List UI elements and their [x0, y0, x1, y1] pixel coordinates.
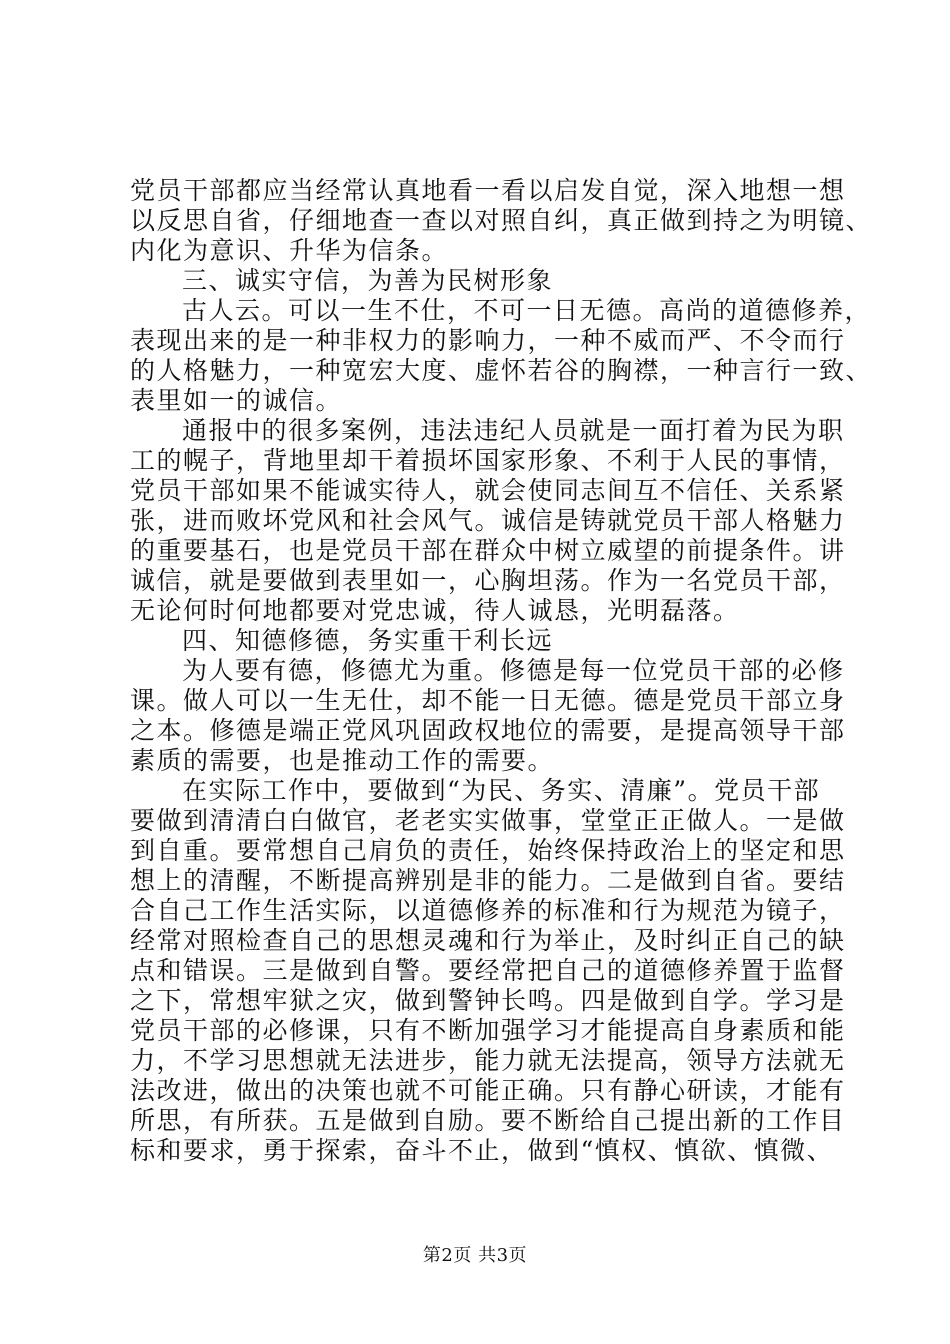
text-line: 课。做人可以一生无仕，却不能一日无德。德是党员干部立身 — [130, 686, 846, 715]
text-line: 要做到清清白白做官，老老实实做事，堂堂正正做人。一是做 — [130, 806, 846, 835]
text-line: 的人格魅力，一种宽宏大度、虚怀若谷的胸襟，一种言行一致、 — [130, 356, 873, 385]
text-line: 以反思自省，仔细地查一查以对照自纠，真正做到持之为明镜、 — [130, 206, 873, 235]
text-line: 所思，有所获。五是做到自励。要不断给自己提出新的工作目 — [130, 1106, 846, 1135]
text-line: 为人要有德，修德尤为重。修德是每一位党员干部的必修 — [182, 656, 845, 685]
text-line: 党员干部的必修课，只有不断加强学习才能提高自身素质和能 — [130, 1016, 846, 1045]
text-line: 党员干部如果不能诚实待人，就会使同志间互不信任、关系紧 — [130, 476, 846, 505]
text-line: 法改进，做出的决策也就不可能正确。只有静心研读，才能有 — [130, 1076, 846, 1105]
body-text — [130, 176, 873, 1166]
text-line: 表里如一的诚信。 — [130, 386, 343, 415]
text-line: 的重要基石，也是党员干部在群众中树立威望的前提条件。讲 — [130, 536, 846, 565]
text-line: 之下，常想牢狱之灾，做到警钟长鸣。四是做到自学。学习是 — [130, 986, 846, 1015]
text-line: 标和要求，勇于探索，奋斗不止，做到“慎权、慎欲、慎微、 — [130, 1136, 834, 1165]
text-line: 通报中的很多案例，违法违纪人员就是一面打着为民为职 — [182, 416, 845, 445]
page-footer: 第2页 共3页 — [422, 1245, 528, 1266]
text-line: 力，不学习思想就无法进步，能力就无法提高，领导方法就无 — [130, 1046, 846, 1075]
text-line: 四、知德修德，务实重干利长远 — [182, 626, 554, 655]
text-line: 到自重。要常想自己肩负的责任，始终保持政治上的坚定和思 — [130, 836, 846, 865]
text-line: 表现出来的是一种非权力的影响力，一种不威而严、不令而行 — [130, 326, 846, 355]
text-line: 经常对照检查自己的思想灵魂和行为举止，及时纠正自己的缺 — [130, 926, 846, 955]
text-line: 无论何时何地都要对党忠诚，待人诚恳，光明磊落。 — [130, 596, 740, 625]
text-line: 素质的需要，也是推动工作的需要。 — [130, 746, 555, 775]
text-line: 想上的清醒，不断提高辨别是非的能力。二是做到自省。要结 — [130, 866, 846, 895]
text-line: 党员干部都应当经常认真地看一看以启发自觉，深入地想一想 — [130, 176, 846, 205]
text-line: 点和错误。三是做到自警。要经常把自己的道德修养置于监督 — [130, 956, 846, 985]
text-line: 古人云。可以一生不仕，不可一日无德。高尚的道德修养， — [182, 296, 872, 325]
text-line: 工的幌子，背地里却干着损坏国家形象、不利于人民的事情， — [130, 446, 846, 475]
text-line: 之本。修德是端正党风巩固政权地位的需要，是提高领导干部 — [130, 716, 846, 745]
text-line: 合自己工作生活实际，以道德修养的标准和行为规范为镜子， — [130, 896, 846, 925]
text-line: 张，进而败坏党风和社会风气。诚信是铸就党员干部人格魅力 — [130, 506, 846, 535]
text-line: 三、诚实守信，为善为民树形象 — [182, 266, 554, 295]
text-line: 在实际工作中，要做到“为民、务实、清廉”。党员干部 — [182, 776, 821, 805]
text-line: 诚信，就是要做到表里如一，心胸坦荡。作为一名党员干部， — [130, 566, 846, 595]
text-line: 内化为意识、升华为信条。 — [130, 236, 449, 265]
